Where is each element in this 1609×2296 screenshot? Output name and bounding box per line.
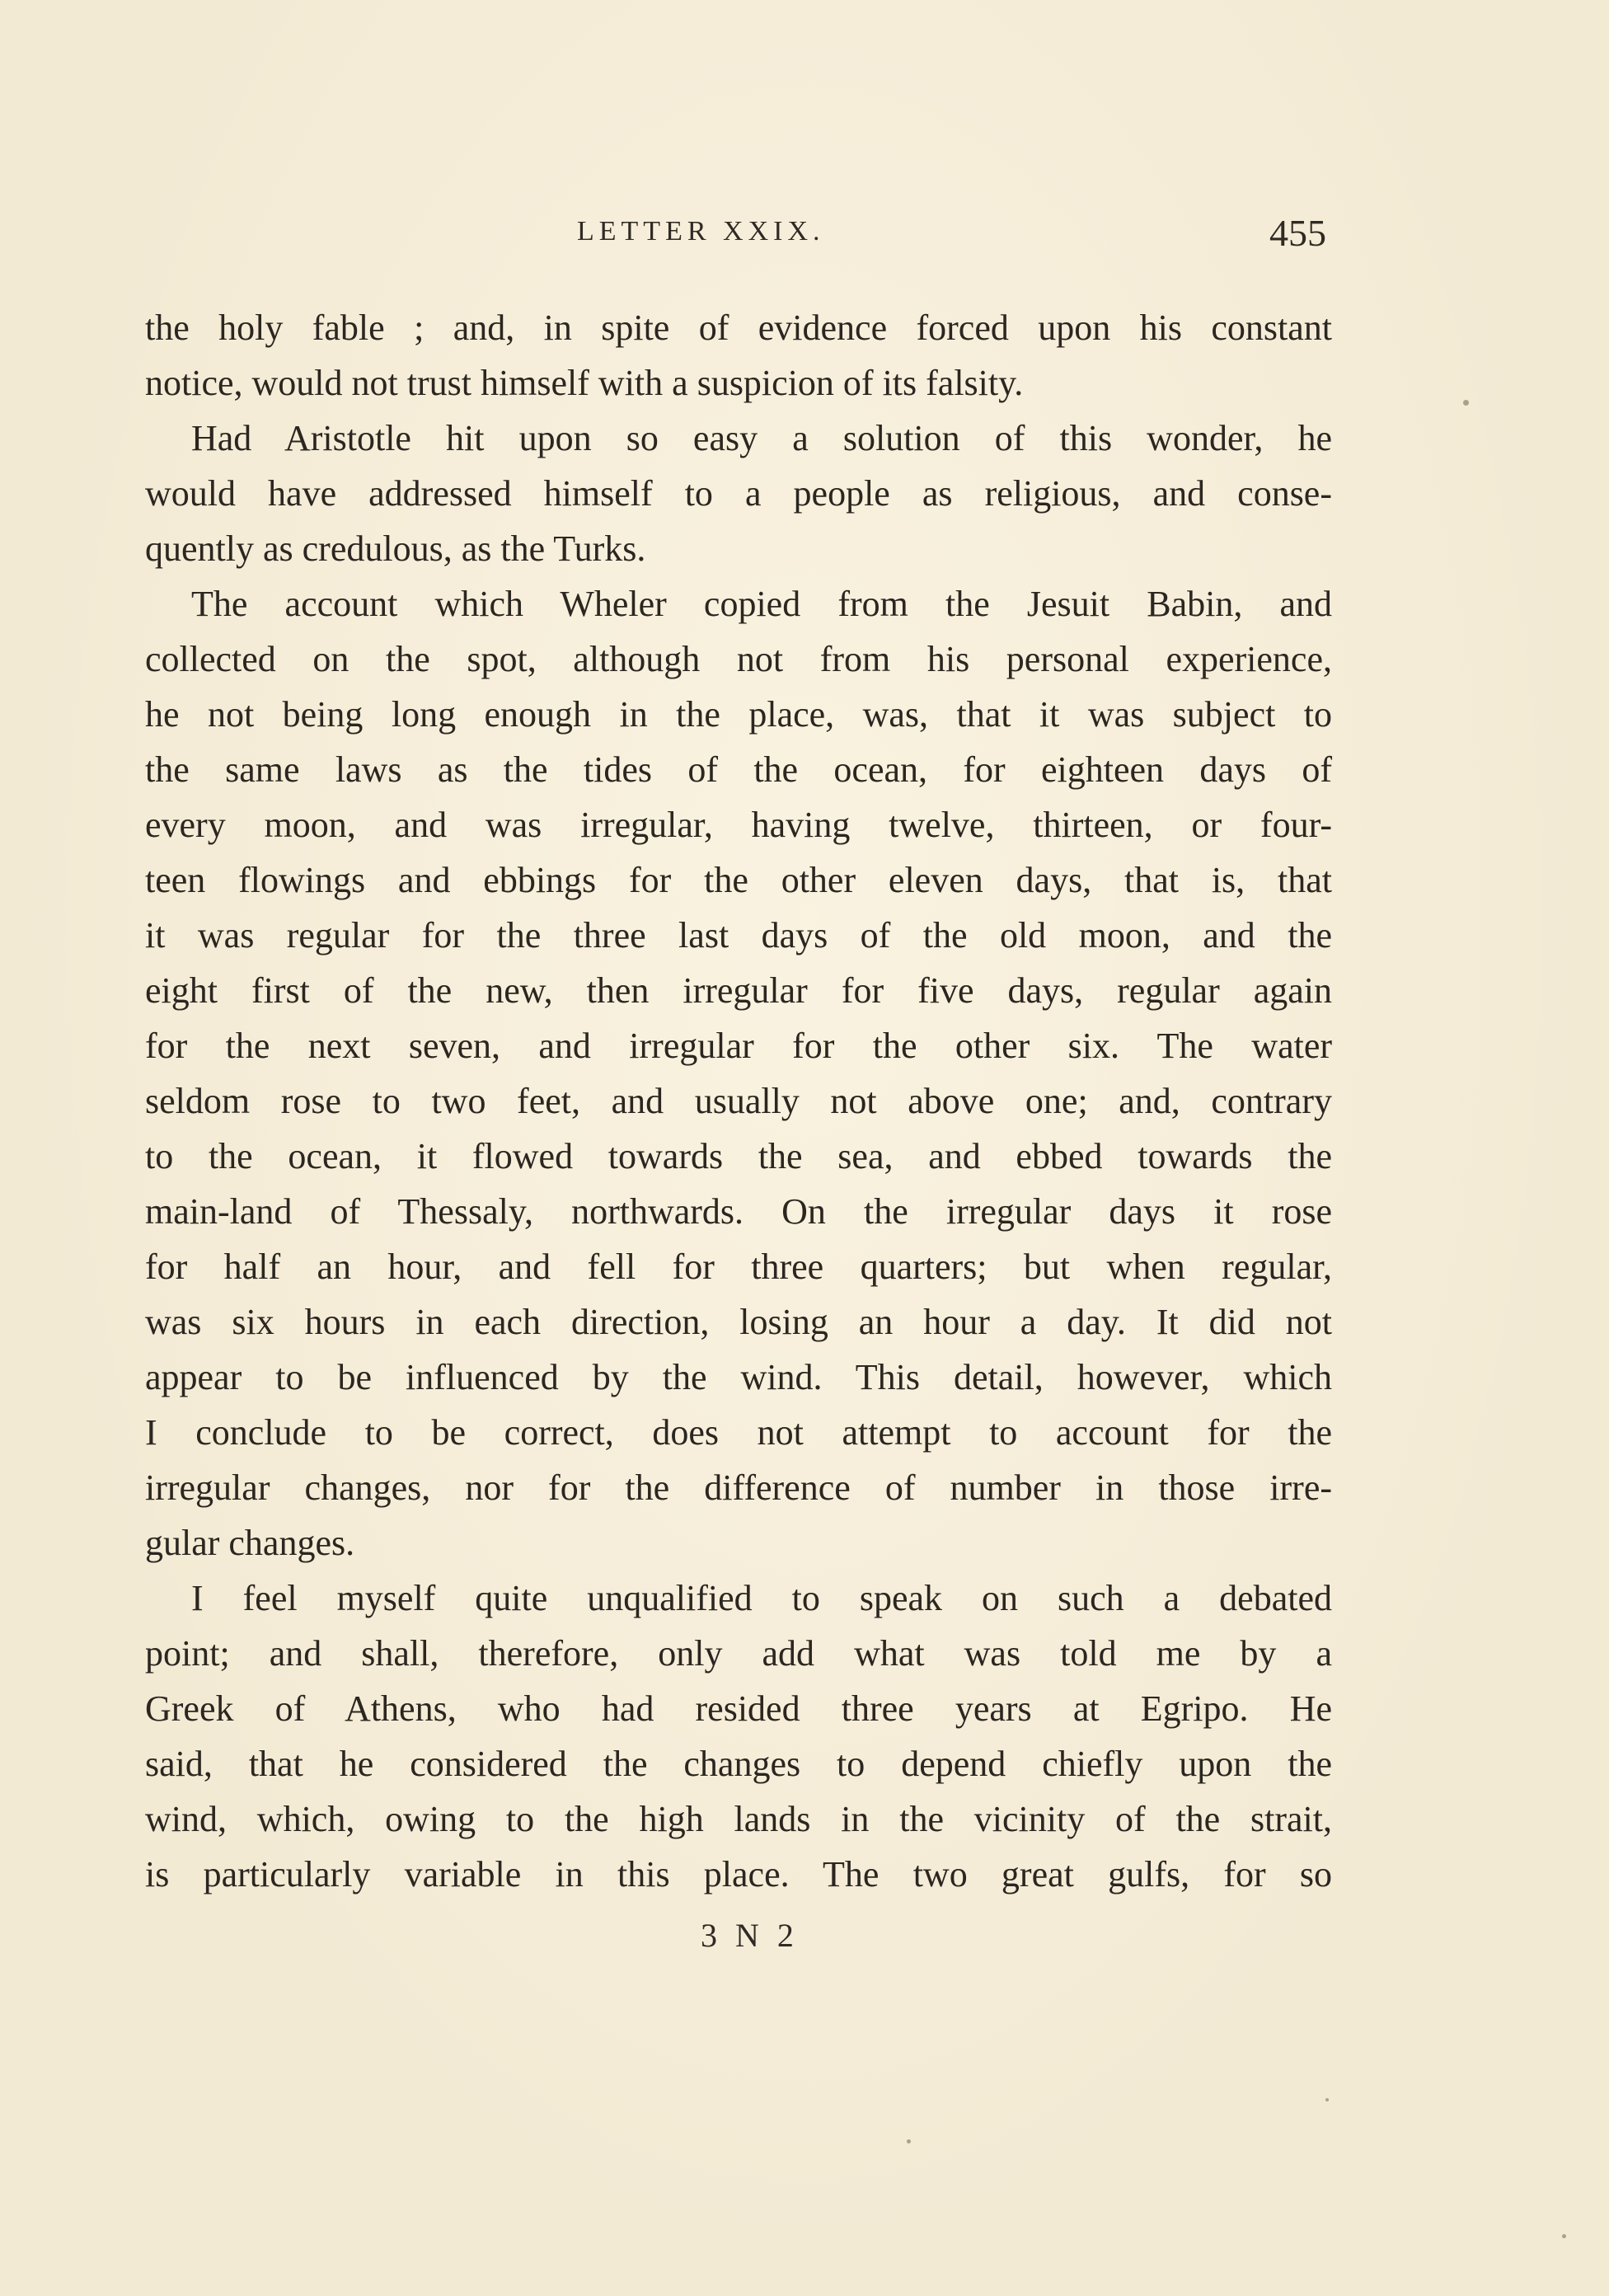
text-line: for half an hour, and fell for three quarters; but when regular, bbox=[145, 1247, 1332, 1287]
text-line: he not being long enough in the place, was, that it was subject to bbox=[145, 694, 1332, 735]
text-line: eight first of the new, then irregular for five days, regular again bbox=[145, 970, 1332, 1011]
text-line: appear to be influenced by the wind. This detail, however, which bbox=[145, 1357, 1332, 1397]
text-line: collected on the spot, although not from his personal experience, bbox=[145, 639, 1332, 679]
page-number: 455 bbox=[1269, 212, 1326, 254]
paper-speck bbox=[907, 2139, 911, 2143]
text-line: for the next seven, and irregular for the other six. The water bbox=[145, 1026, 1332, 1066]
text-line: Greek of Athens, who had resided three years at Egripo. He bbox=[145, 1688, 1332, 1729]
paper-speck bbox=[1562, 2234, 1566, 2238]
text-line: wind, which, owing to the high lands in the vicinity of the strait, bbox=[145, 1799, 1332, 1839]
text-line: notice, would not trust himself with a suspicion of its falsity. bbox=[145, 363, 1024, 403]
text-line: is particularly variable in this place. The two great gulfs, for so bbox=[145, 1854, 1332, 1895]
text-line: was six hours in each direction, losing an hour a day. It did not bbox=[145, 1302, 1332, 1342]
text-line: it was regular for the three last days of the old moon, and the bbox=[145, 915, 1332, 955]
signature-mark: 3 N 2 bbox=[701, 1917, 799, 1954]
paper-speck bbox=[1325, 2098, 1329, 2101]
text-line: the same laws as the tides of the ocean, for eighteen days of bbox=[145, 749, 1332, 790]
text-line: point; and shall, therefore, only add what was told me by a bbox=[145, 1633, 1332, 1674]
text-line: to the ocean, it flowed towards the sea, and ebbed towards the bbox=[145, 1136, 1332, 1176]
paper-speck bbox=[1463, 400, 1469, 406]
text-line: would have addressed himself to a people as religious, and conse- bbox=[145, 473, 1332, 514]
text-line: Had Aristotle hit upon so easy a solution of this wonder, he bbox=[191, 418, 1332, 458]
text-line: the holy fable ; and, in spite of evidence forced upon his constant bbox=[145, 308, 1332, 348]
text-line: teen flowings and ebbings for the other eleven days, that is, that bbox=[145, 860, 1332, 900]
text-line: every moon, and was irregular, having twelve, thirteen, or four- bbox=[145, 805, 1332, 845]
text-line: seldom rose to two feet, and usually not above one; and, contrary bbox=[145, 1081, 1332, 1121]
text-line: I feel myself quite unqualified to speak on such a debated bbox=[191, 1578, 1332, 1618]
text-line: quently as credulous, as the Turks. bbox=[145, 528, 646, 569]
text-line: irregular changes, nor for the difference of number in those irre- bbox=[145, 1467, 1332, 1508]
running-title: LETTER XXIX. bbox=[577, 216, 825, 247]
text-line: The account which Wheler copied from the Jesuit Babin, and bbox=[191, 584, 1332, 624]
text-line: main-land of Thessaly, northwards. On the irregular days it rose bbox=[145, 1191, 1332, 1232]
text-line: I conclude to be correct, does not attempt to account for the bbox=[145, 1412, 1332, 1453]
text-line: said, that he considered the changes to depend chiefly upon the bbox=[145, 1744, 1332, 1784]
body-text bbox=[145, 300, 1332, 1902]
text-line: gular changes. bbox=[145, 1523, 355, 1563]
